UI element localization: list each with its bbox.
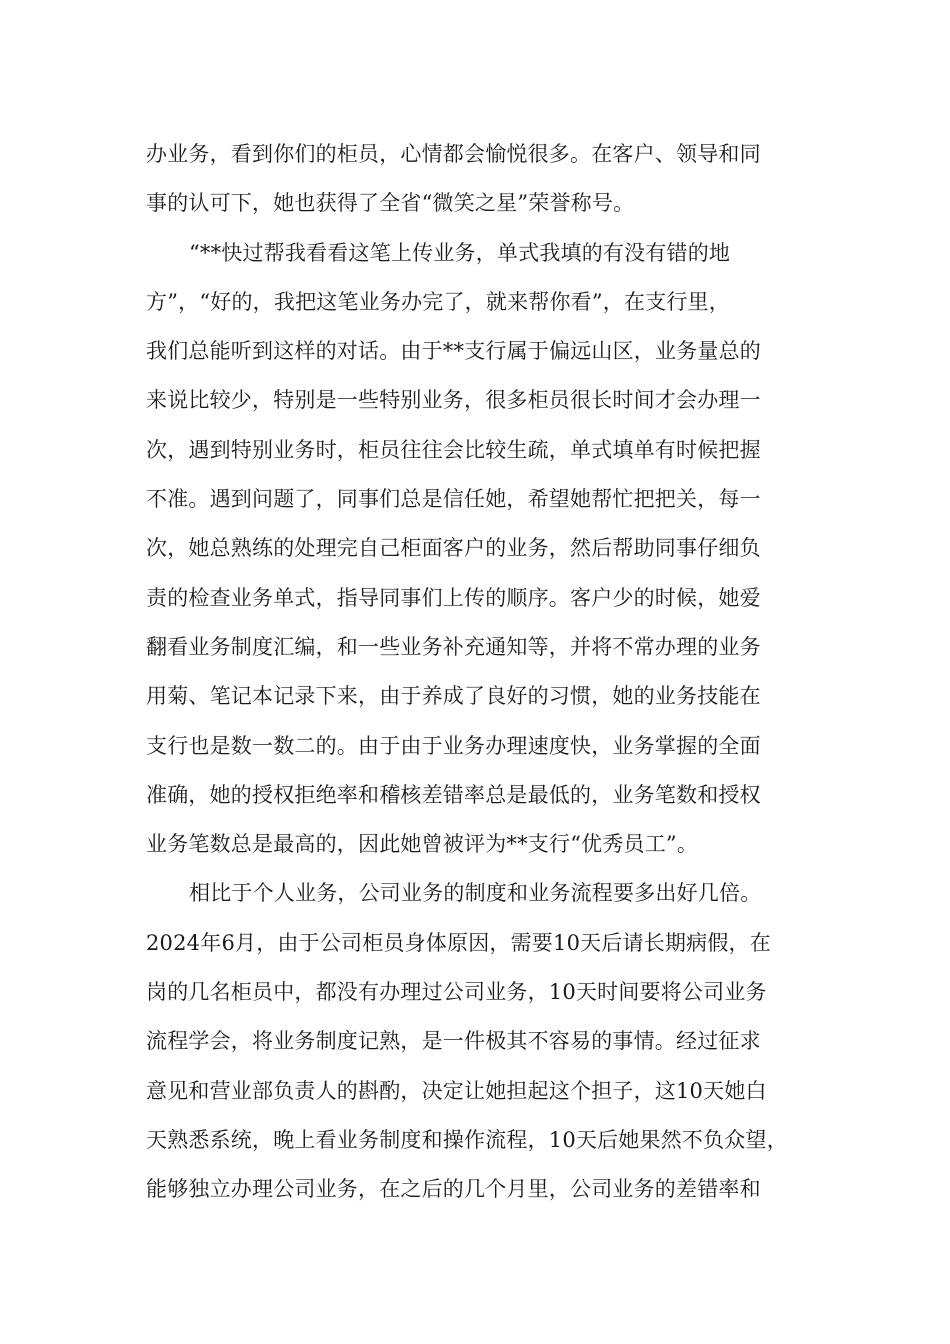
text-line: 支行也是数一数二的。由于由于业务办理速度快，业务掌握的全面 — [146, 733, 761, 758]
text-line: 流程学会，将业务制度记熟，是一件极其不容易的事情。经过征求 — [146, 1029, 761, 1054]
text-line: 我们总能听到这样的对话。由于**支行属于偏远山区，业务量总的 — [146, 339, 761, 364]
text-line: 用菊、笔记本记录下来，由于养成了良好的习惯，她的业务技能在 — [146, 684, 761, 709]
text-line: 意见和营业部负责人的斟酌，决定让她担起这个担子，这10天她白 — [146, 1078, 767, 1103]
text-line: 翻看业务制度汇编，和一些业务补充通知等，并将不常办理的业务 — [146, 634, 761, 659]
text-line: 业务笔数总是最高的，因此她曾被评为**支行“优秀员工”。 — [146, 832, 699, 857]
text-line: 能够独立办理公司业务，在之后的几个月里，公司业务的差错率和 — [146, 1177, 761, 1202]
text-line: 来说比较少，特别是一些特别业务，很多柜员很长时间才会办理一 — [146, 388, 761, 413]
body-text — [146, 130, 811, 1215]
text-line: 不准。遇到问题了，同事们总是信任她，希望她帮忙把把关，每一 — [146, 487, 761, 512]
text-line: 方”，“好的，我把这笔业务办完了，就来帮你看”，在支行里， — [146, 289, 731, 314]
text-line: 次，她总熟练的处理完自己柜面客户的业务，然后帮助同事仔细负 — [146, 536, 761, 561]
text-line: 责的检查业务单式，指导同事们上传的顺序。客户少的时候，她爱 — [146, 585, 761, 610]
text-line: 办业务，看到你们的柜员，心情都会愉悦很多。在客户、领导和同 — [146, 142, 761, 166]
text-line: 2024年6月，由于公司柜员身体原因，需要10天后请长期病假，在 — [146, 930, 771, 955]
text-line: 事的认可下，她也获得了全省“微笑之星”荣誉称号。 — [146, 191, 635, 216]
paragraph-start-line: “**快过帮我看看这笔上传业务，单式我填的有没有错的地 — [189, 240, 731, 265]
text-line: 准确，她的授权拒绝率和稽核差错率总是最低的，业务笔数和授权 — [146, 782, 761, 807]
text-line: 岗的几名柜员中，都没有办理过公司业务，10天时间要将公司业务 — [146, 980, 767, 1005]
text-line: 次，遇到特别业务时，柜员往往会比较生疏，单式填单有时候把握 — [146, 437, 761, 462]
text-line: 天熟悉系统，晚上看业务制度和操作流程，10天后她果然不负众望， — [146, 1127, 788, 1152]
paragraph-start-line: 相比于个人业务，公司业务的制度和业务流程要多出好几倍。 — [189, 881, 762, 906]
